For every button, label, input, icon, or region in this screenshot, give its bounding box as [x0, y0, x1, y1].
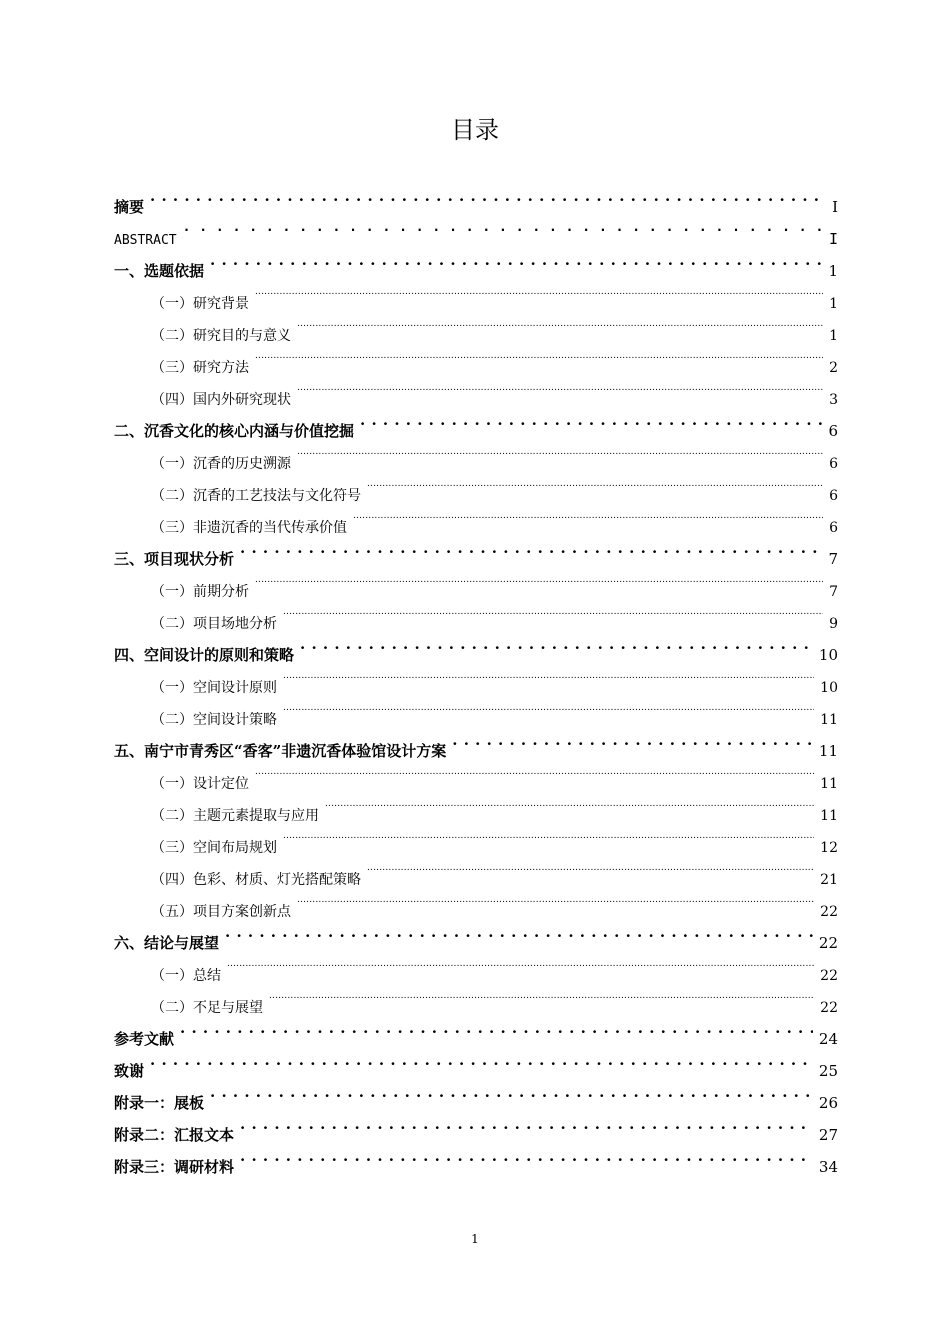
toc-entry-title: 一、选题依据 — [114, 262, 205, 280]
toc-dot-leader — [283, 692, 814, 724]
toc-entry-page: I — [828, 230, 838, 248]
toc-dot-leader — [297, 372, 823, 404]
toc-dot-leader — [367, 468, 823, 500]
toc-entry-title: （二）不足与展望 — [151, 1000, 263, 1016]
toc-entry-title: （一）沉香的历史溯源 — [151, 456, 291, 472]
toc-dot-leader — [353, 500, 823, 532]
toc-dot-leader — [255, 756, 814, 788]
toc-dot-leader — [150, 180, 826, 212]
toc-entry-title: 四、空间设计的原则和策略 — [114, 646, 295, 664]
toc-entry-title: （二）空间设计策略 — [151, 712, 277, 728]
toc-entry-page: 1 — [828, 262, 838, 280]
toc-dot-leader — [325, 788, 814, 820]
toc-dot-leader — [255, 276, 823, 308]
toc-entry-page: 1 — [829, 296, 838, 312]
toc-dot-leader — [297, 436, 823, 468]
toc-entry-page: 11 — [820, 776, 838, 792]
toc-entry-chapter[interactable] — [114, 244, 838, 280]
toc-entry-page: 22 — [820, 904, 838, 920]
toc-entry-title: 三、项目现状分析 — [114, 550, 235, 568]
toc-dot-leader — [283, 820, 814, 852]
toc-entry-page: 25 — [818, 1062, 838, 1080]
toc-entry-title: 附录一：展板 — [114, 1094, 205, 1112]
toc-entry-title: （五）项目方案创新点 — [151, 904, 291, 920]
toc-entry-title: （一）设计定位 — [151, 776, 249, 792]
toc-entry-title: 六、结论与展望 — [114, 934, 220, 952]
toc-entry-page: 11 — [818, 742, 838, 760]
toc-entry-page: 6 — [829, 488, 838, 504]
toc-dot-leader — [150, 1044, 813, 1076]
toc-entry-page: 10 — [818, 646, 838, 664]
toc-entry-title: （二）主题元素提取与应用 — [151, 808, 319, 824]
toc-entry-page: 7 — [829, 584, 838, 600]
toc-entry-page: 26 — [818, 1094, 838, 1112]
page-title: 目录 — [451, 116, 499, 144]
toc-dot-leader — [180, 1012, 813, 1044]
toc-dot-leader — [255, 340, 823, 372]
toc-dot-leader — [240, 532, 822, 564]
toc-entry-title: 参考文献 — [114, 1030, 175, 1048]
toc-entry-page: 7 — [828, 550, 838, 568]
toc-entry-title: （一）空间设计原则 — [151, 680, 277, 696]
toc-entry-chapter[interactable] — [114, 1108, 838, 1144]
toc-dot-leader — [367, 852, 814, 884]
toc-entry-page: 9 — [829, 616, 838, 632]
toc-entry-page: 21 — [820, 872, 838, 888]
toc-dot-leader — [255, 564, 823, 596]
toc-entry-page: 12 — [820, 840, 838, 856]
toc-entry-title: 附录二：汇报文本 — [114, 1126, 235, 1144]
toc-entry-title: 五、南宁市青秀区“香客”非遗沉香体验馆设计方案 — [114, 742, 447, 760]
toc-entry-title: （一）研究背景 — [151, 296, 249, 312]
toc-entry-section[interactable] — [114, 948, 838, 984]
toc-dot-leader — [210, 244, 822, 276]
toc-entry-title: （二）沉香的工艺技法与文化符号 — [151, 488, 361, 504]
toc-dot-leader — [240, 1108, 813, 1140]
toc-entry-page: 22 — [820, 968, 838, 984]
toc-dot-leader — [360, 404, 822, 436]
toc-dot-leader — [452, 724, 813, 756]
toc-entry-page: 27 — [818, 1126, 838, 1144]
toc-entry-chapter[interactable] — [114, 180, 838, 216]
toc-entry-page: 24 — [818, 1030, 838, 1048]
toc-entry-title: （三）空间布局规划 — [151, 840, 277, 856]
toc-entry-chapter[interactable] — [114, 1012, 838, 1048]
toc-entry-page: 6 — [829, 456, 838, 472]
toc-entry-title: （三）研究方法 — [151, 360, 249, 376]
toc-entry-page: 6 — [828, 422, 838, 440]
toc-entry-title: （四）国内外研究现状 — [151, 392, 291, 408]
toc-entry-title: （三）非遗沉香的当代传承价值 — [151, 520, 347, 536]
toc-dot-leader — [269, 980, 814, 1012]
toc-entry-chapter[interactable] — [114, 1044, 838, 1080]
toc-entry-page: 2 — [829, 360, 838, 376]
toc-entry-title: （一）总结 — [151, 968, 221, 984]
toc-entry-page: 11 — [820, 808, 838, 824]
toc-dot-leader — [283, 596, 823, 628]
toc-entry-page: I — [832, 198, 838, 216]
toc-entry-title: 摘要 — [114, 198, 145, 216]
toc-entry-page: 1 — [829, 328, 838, 344]
toc-entry-title: （四）色彩、材质、灯光搭配策略 — [151, 872, 361, 888]
toc-entry-title: （二）研究目的与意义 — [151, 328, 291, 344]
toc-entry-chapter[interactable] — [114, 212, 838, 248]
toc-dot-leader — [297, 884, 814, 916]
toc-entry-section[interactable] — [114, 980, 838, 1016]
toc-entry-section[interactable] — [114, 276, 838, 312]
page-number: 1 — [471, 1232, 479, 1246]
toc-entry-title: （一）前期分析 — [151, 584, 249, 600]
toc-entry-page: 22 — [818, 934, 838, 952]
toc-entry-title: ABSTRACT — [114, 233, 177, 248]
toc-entry-title: （二）项目场地分析 — [151, 616, 277, 632]
toc-dot-leader — [183, 212, 823, 244]
toc-entry-page: 22 — [820, 1000, 838, 1016]
toc-entry-chapter[interactable] — [114, 1076, 838, 1112]
toc-dot-leader — [210, 1076, 813, 1108]
toc-dot-leader — [300, 628, 813, 660]
toc-entry-page: 6 — [829, 520, 838, 536]
table-of-contents — [114, 180, 838, 1176]
toc-entry-title: 附录三：调研材料 — [114, 1158, 235, 1176]
toc-dot-leader — [240, 1140, 813, 1172]
toc-entry-page: 3 — [829, 392, 838, 408]
toc-dot-leader — [297, 308, 823, 340]
toc-entry-page: 11 — [820, 712, 838, 728]
toc-dot-leader — [227, 948, 814, 980]
toc-dot-leader — [283, 660, 814, 692]
toc-entry-page: 34 — [818, 1158, 838, 1176]
toc-dot-leader — [225, 916, 813, 948]
toc-entry-page: 10 — [820, 680, 838, 696]
toc-entry-title: 致谢 — [114, 1062, 145, 1080]
toc-entry-title: 二、沉香文化的核心内涵与价值挖掘 — [114, 422, 355, 440]
